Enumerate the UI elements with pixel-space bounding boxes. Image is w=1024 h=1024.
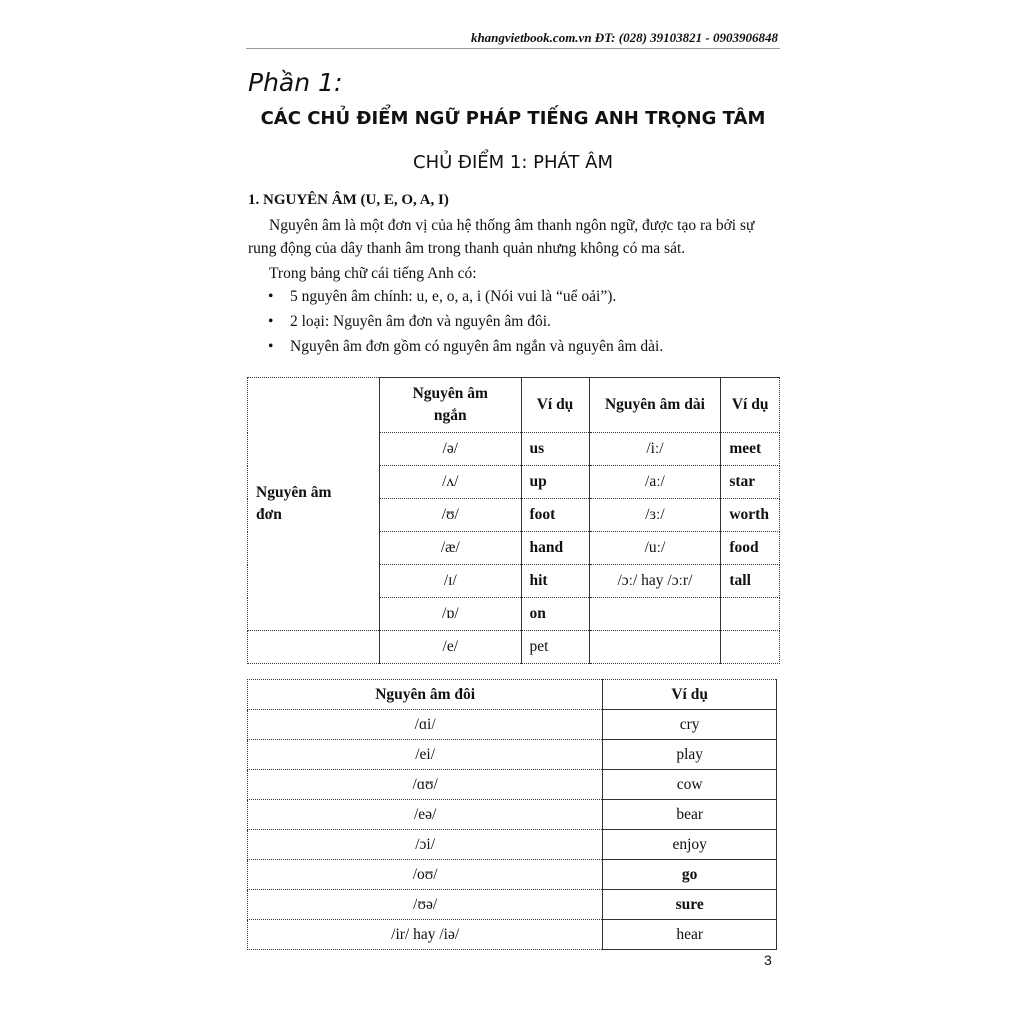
col-header-example: Ví dụ <box>721 378 780 433</box>
col-header-example: Ví dụ <box>521 378 589 433</box>
table-row <box>248 740 777 770</box>
bullet-item: • 2 loại: Nguyên âm đơn và nguyên âm đôi. <box>268 313 551 330</box>
table-row <box>248 920 777 950</box>
diphthong: /ir/ hay /iə/ <box>248 920 603 950</box>
bullet-text: 2 loại: Nguyên âm đơn và nguyên âm đôi. <box>290 313 551 330</box>
row-label: Nguyên âm đơn <box>256 484 332 523</box>
page-header: khangvietbook.com.vn ĐT: (028) 39103821 - 0903906848 <box>470 30 778 45</box>
example-word: bear <box>603 800 777 830</box>
example-word: hear <box>603 920 777 950</box>
example-word: cow <box>603 770 777 800</box>
table-row <box>248 770 777 800</box>
example-word <box>721 631 780 664</box>
col-header-long: Nguyên âm dài <box>589 378 721 433</box>
empty-cell <box>248 631 380 664</box>
long-vowel <box>589 598 721 631</box>
diphthong: /ei/ <box>248 740 603 770</box>
bullet-text: Nguyên âm đơn gồm có nguyên âm ngắn và nguyên âm dài. <box>290 338 664 355</box>
long-vowel: /ɜː/ <box>589 499 721 532</box>
long-vowel: /iː/ <box>589 433 721 466</box>
example-word: cry <box>603 710 777 740</box>
paragraph-intro: Trong bảng chữ cái tiếng Anh có: <box>269 265 477 282</box>
diphthong-table <box>247 679 777 950</box>
header-rule <box>246 48 780 49</box>
example-word: us <box>521 433 589 466</box>
table-header-row <box>248 680 777 710</box>
bullet-text: 5 nguyên âm chính: u, e, o, a, i (Nói vui là “uể oải”). <box>290 288 617 305</box>
table-row <box>248 710 777 740</box>
example-word: enjoy <box>603 830 777 860</box>
diphthong: /ɑʊ/ <box>248 770 603 800</box>
table-row <box>248 860 777 890</box>
example-word: pet <box>521 631 589 664</box>
table-row <box>248 631 780 664</box>
diphthong: /oʊ/ <box>248 860 603 890</box>
col-header-short: Nguyên âm ngắn <box>380 378 521 433</box>
long-vowel <box>589 631 721 664</box>
diphthong: /ɔi/ <box>248 830 603 860</box>
row-label-cell <box>248 378 380 631</box>
example-word: food <box>721 532 780 565</box>
diphthong: /ɑi/ <box>248 710 603 740</box>
example-word <box>721 598 780 631</box>
long-vowel: /uː/ <box>589 532 721 565</box>
table-row <box>248 800 777 830</box>
example-word: up <box>521 466 589 499</box>
example-word: worth <box>721 499 780 532</box>
example-word: foot <box>521 499 589 532</box>
section-heading: 1. NGUYÊN ÂM (U, E, O, A, I) <box>248 192 449 208</box>
short-vowel: /ʊ/ <box>380 499 521 532</box>
short-vowel: /ʌ/ <box>380 466 521 499</box>
page-number: 3 <box>764 952 772 968</box>
short-vowel: /æ/ <box>380 532 521 565</box>
example-word: meet <box>721 433 780 466</box>
short-vowel: /ə/ <box>380 433 521 466</box>
topic-title: CHỦ ĐIỂM 1: PHÁT ÂM <box>413 152 613 173</box>
short-vowel: /ɪ/ <box>380 565 521 598</box>
diphthong: /eə/ <box>248 800 603 830</box>
example-word: tall <box>721 565 780 598</box>
example-word: sure <box>603 890 777 920</box>
long-vowel: /aː/ <box>589 466 721 499</box>
diphthong: /ʊə/ <box>248 890 603 920</box>
example-word: hit <box>521 565 589 598</box>
paragraph-definition: Nguyên âm là một đơn vị của hệ thống âm thanh ngôn ngữ, được tạo ra bởi sự rung động của dây thanh âm trong thanh quản nhưng không có ma sát. <box>248 217 755 257</box>
part-label: Phần 1: <box>248 68 343 97</box>
table-header-row <box>248 378 780 433</box>
short-vowel: /e/ <box>380 631 521 664</box>
single-vowel-table <box>247 377 780 664</box>
short-vowel: /ɒ/ <box>380 598 521 631</box>
bullet-item: • 5 nguyên âm chính: u, e, o, a, i (Nói vui là “uể oải”). <box>268 288 617 305</box>
long-vowel: /ɔː/ hay /ɔːr/ <box>589 565 721 598</box>
example-word: hand <box>521 532 589 565</box>
col-header-example: Ví dụ <box>603 680 777 710</box>
table-row <box>248 830 777 860</box>
example-word: play <box>603 740 777 770</box>
bullet-item: • Nguyên âm đơn gồm có nguyên âm ngắn và nguyên âm dài. <box>268 338 664 355</box>
table-row <box>248 890 777 920</box>
example-word: star <box>721 466 780 499</box>
example-word: go <box>603 860 777 890</box>
main-title: CÁC CHỦ ĐIỂM NGỮ PHÁP TIẾNG ANH TRỌNG TÂM <box>260 108 766 129</box>
col-header-diphthong: Nguyên âm đôi <box>248 680 603 710</box>
example-word: on <box>521 598 589 631</box>
